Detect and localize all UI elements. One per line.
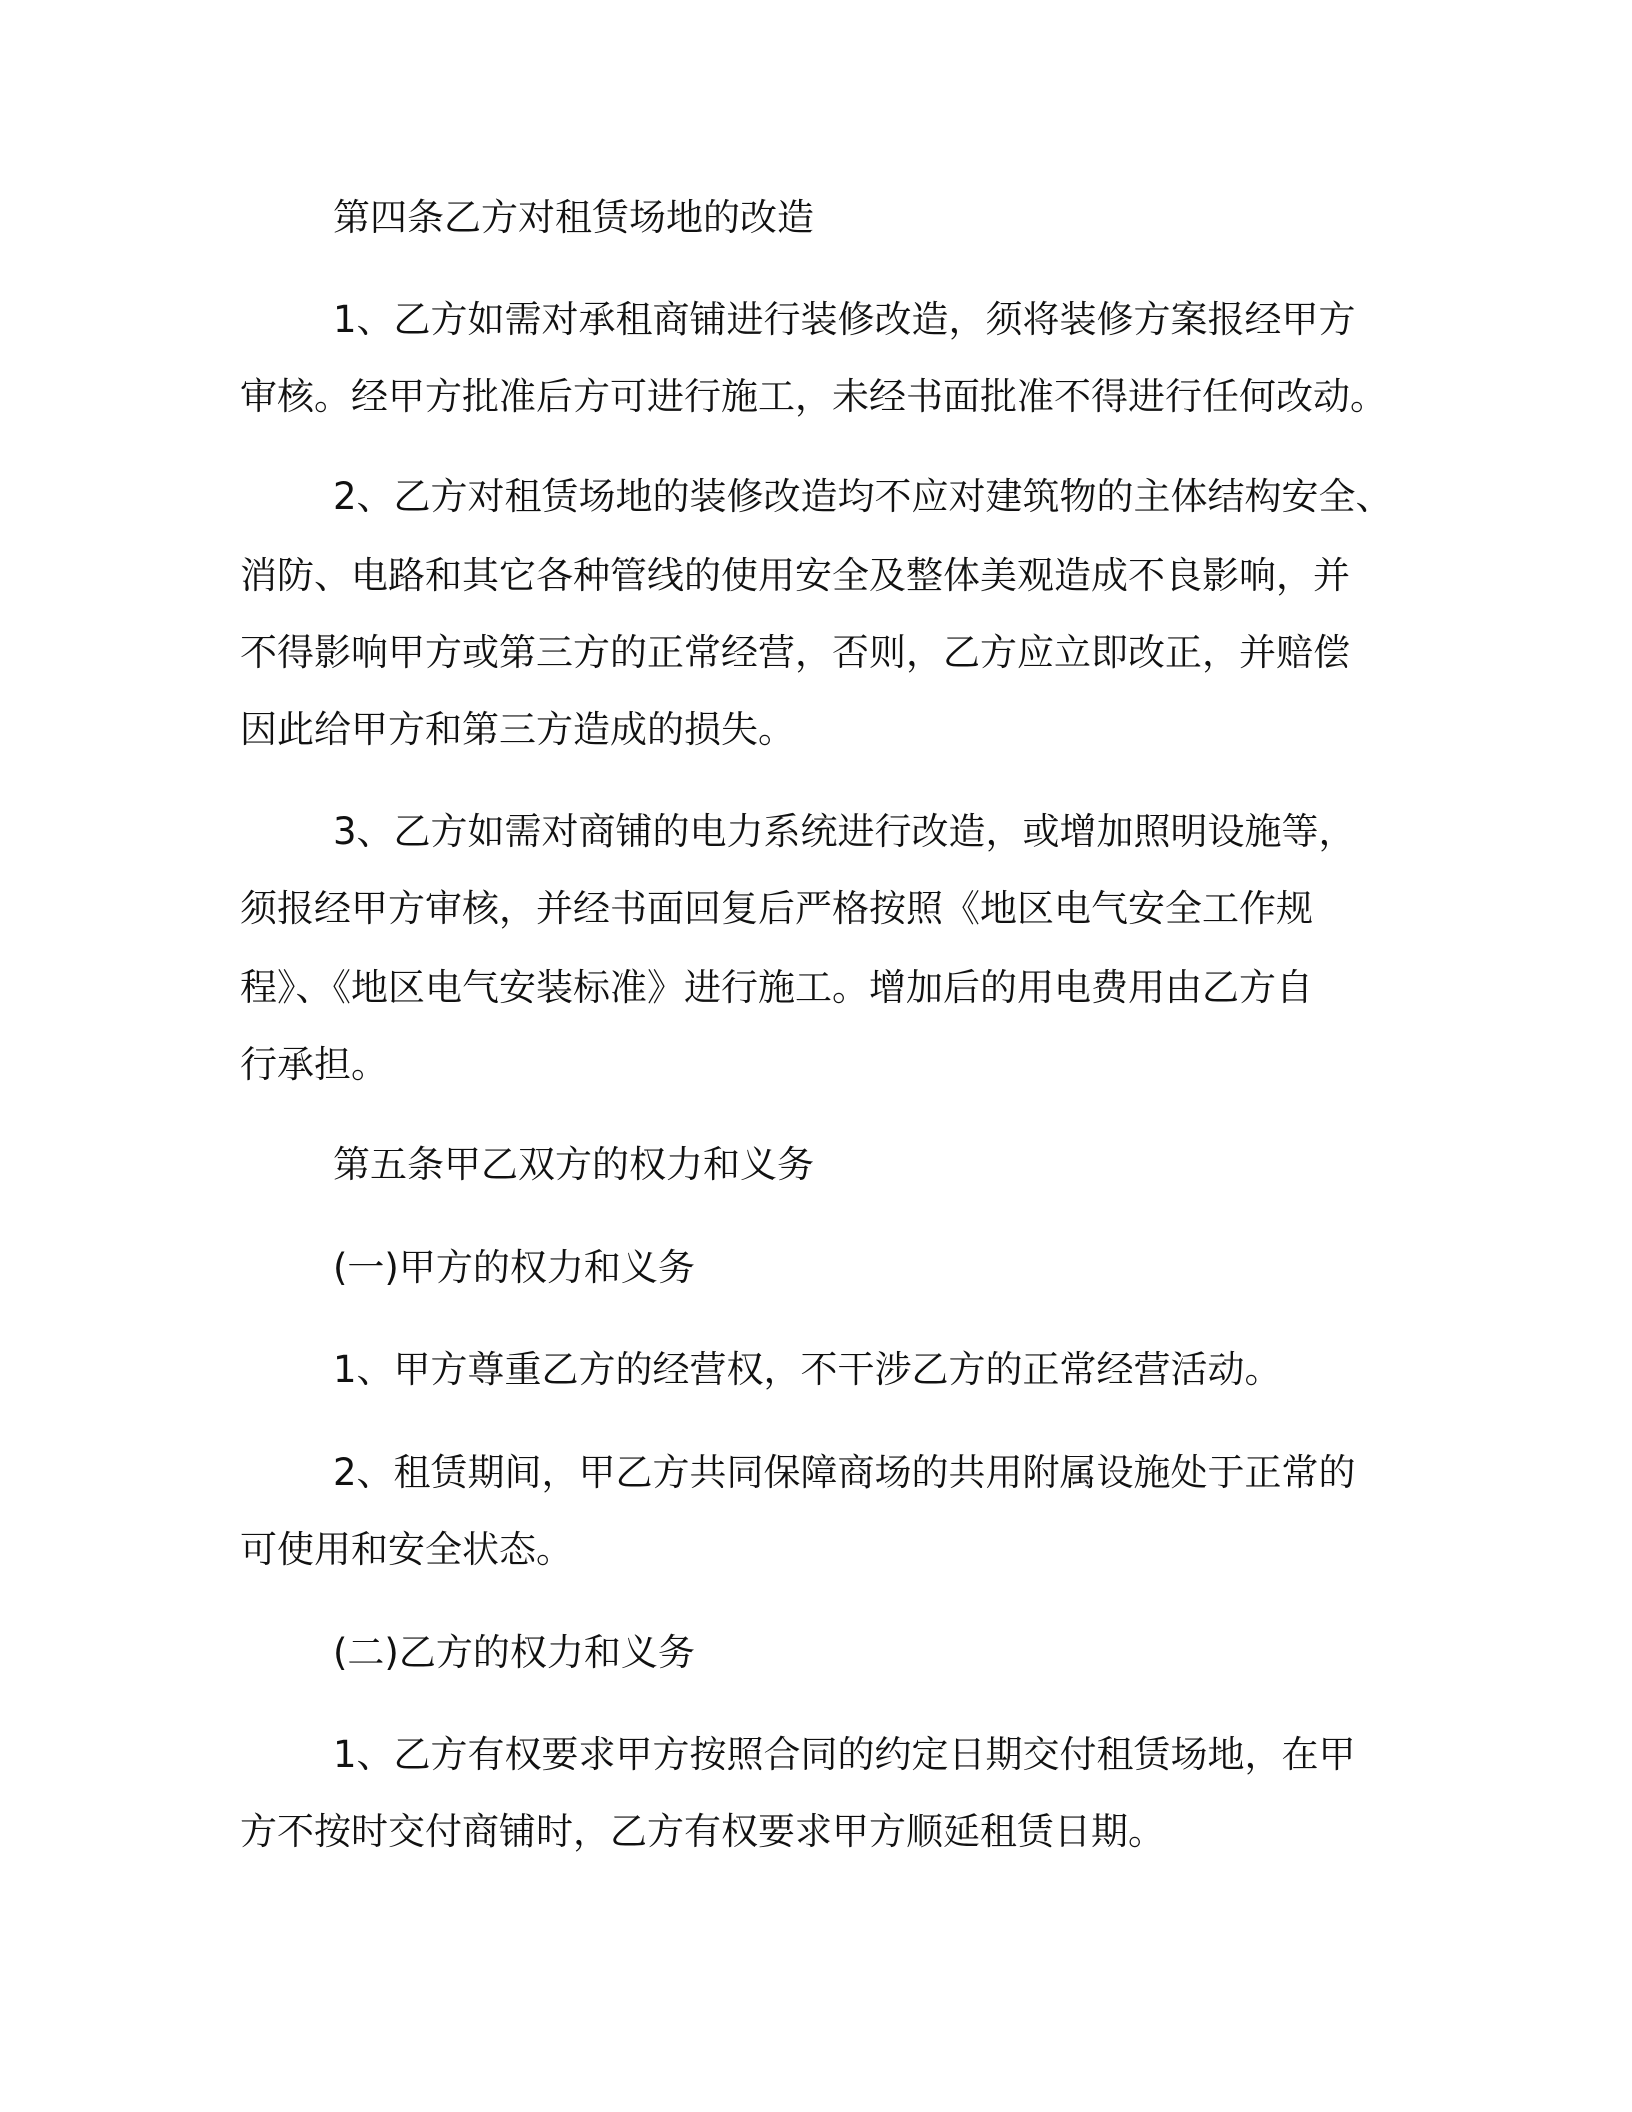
- article-5-heading: 第五条甲乙双方的权力和义务: [333, 1143, 814, 1186]
- article-4-item-1-line-1: 1、乙方如需对承租商铺进行装修改造，须将装修方案报经甲方: [333, 298, 1356, 341]
- party-b-item-1-line-1: 1、乙方有权要求甲方按照合同的约定日期交付租赁场地，在甲: [333, 1733, 1356, 1776]
- article-4-item-3-line-1: 3、乙方如需对商铺的电力系统进行改造，或增加照明设施等，: [333, 810, 1356, 853]
- party-a-item-1-line-1: 1、甲方尊重乙方的经营权，不干涉乙方的正常经营活动。: [333, 1348, 1282, 1391]
- article-4-item-2-line-1: 2、乙方对租赁场地的装修改造均不应对建筑物的主体结构安全、: [333, 475, 1393, 518]
- article-4-item-1-line-2: 审核。经甲方批准后方可进行施工，未经书面批准不得进行任何改动。: [240, 375, 1387, 418]
- article-4-heading: 第四条乙方对租赁场地的改造: [333, 196, 814, 239]
- article-4-item-2-line-2: 消防、电路和其它各种管线的使用安全及整体美观造成不良影响，并: [240, 554, 1350, 597]
- party-a-item-2-line-2: 可使用和安全状态。: [240, 1528, 573, 1571]
- article-4-item-3-line-3: 程》、《地区电气安装标准》进行施工。增加后的用电费用由乙方自: [240, 966, 1313, 1009]
- party-b-item-1-line-2: 方不按时交付商铺时，乙方有权要求甲方顺延租赁日期。: [240, 1810, 1165, 1853]
- article-4-item-3-line-4: 行承担。: [240, 1043, 388, 1086]
- party-a-heading: (一)甲方的权力和义务: [333, 1246, 695, 1289]
- party-a-item-2-line-1: 2、租赁期间，甲乙方共同保障商场的共用附属设施处于正常的: [333, 1451, 1356, 1494]
- article-4-item-2-line-3: 不得影响甲方或第三方的正常经营，否则，乙方应立即改正，并赔偿: [240, 631, 1350, 674]
- party-b-heading: (二)乙方的权力和义务: [333, 1631, 695, 1674]
- article-4-item-3-line-2: 须报经甲方审核，并经书面回复后严格按照《地区电气安全工作规: [240, 887, 1313, 930]
- article-4-item-2-line-4: 因此给甲方和第三方造成的损失。: [240, 708, 795, 751]
